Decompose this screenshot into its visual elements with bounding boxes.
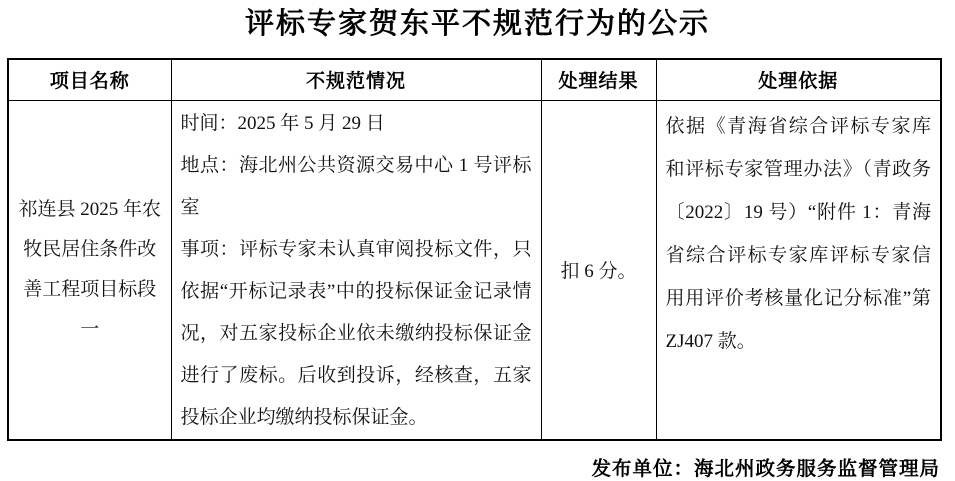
notice-table: [7, 58, 942, 441]
publisher-line: 发布单位：海北州政务服务监督管理局: [591, 458, 940, 480]
header-result: 处理结果: [541, 59, 656, 100]
table-row: [8, 100, 941, 440]
violation-place-line: 地点：海北州公共资源交易中心 1 号评标室: [180, 154, 532, 218]
header-basis: 处理依据: [656, 59, 941, 100]
cell-violation: [171, 100, 541, 440]
violation-matter-line: 事项：评标专家未认真审阅投标文件，只依据“开标记录表”中的投标保证金记录情况，对五家投标企业依未缴纳投标保证金进行了废标。后收到投诉，经核查，五家投标企业均缴纳投标保证金。: [180, 238, 532, 428]
header-violation: 不规范情况: [171, 59, 541, 100]
page-title: 评标专家贺东平不规范行为的公示: [244, 8, 710, 40]
header-project-name: 项目名称: [8, 59, 171, 100]
cell-result: 扣 6 分。: [541, 100, 656, 440]
table-header-row: [8, 59, 941, 100]
cell-project-name: 祁连县 2025 年农牧民居住条件改善工程项目标段一: [8, 100, 171, 440]
violation-time-line: 时间：2025 年 5 月 29 日: [180, 112, 385, 134]
cell-basis: 依据《青海省综合评标专家库和评标专家管理办法》（青政务〔2022〕19 号）“附件 1：青海省综合评标专家库评标专家信用用评价考核量化记分标准”第 ZJ407 款。: [656, 100, 941, 440]
